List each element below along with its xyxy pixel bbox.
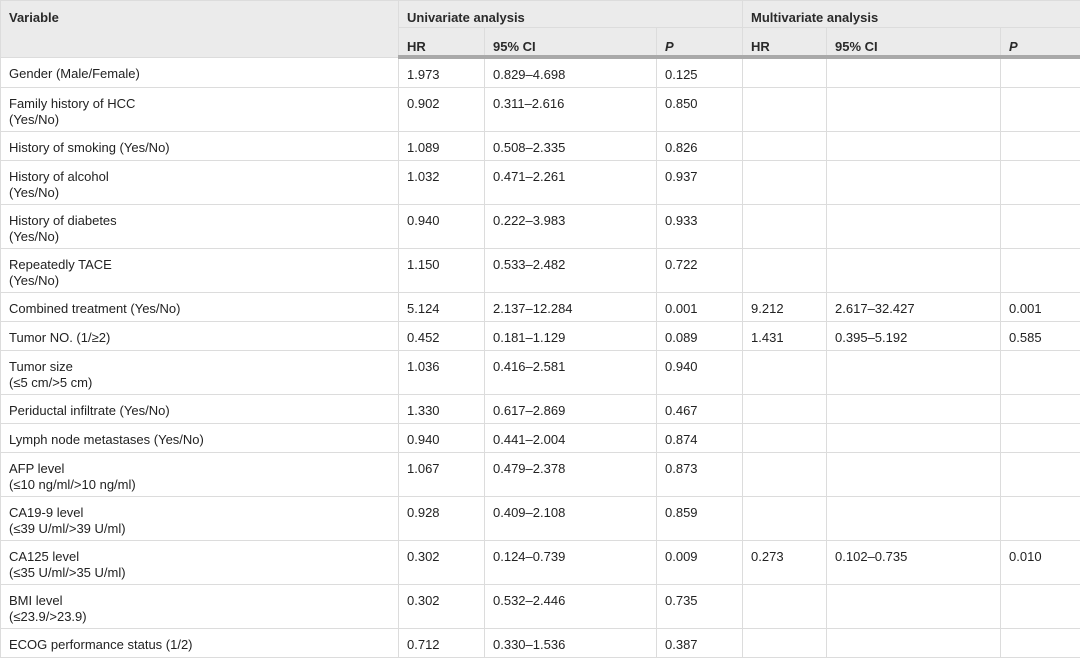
multivariate-ci-cell <box>827 249 1001 293</box>
table-row <box>1 88 1080 132</box>
multivariate-ci-cell <box>827 132 1001 161</box>
univariate-ci-cell: 0.441–2.004 <box>485 424 657 453</box>
variable-name: BMI level <box>9 593 390 609</box>
table-row <box>1 424 1080 453</box>
univariate-hr-cell: 1.036 <box>399 351 485 395</box>
univariate-ci-cell: 0.508–2.335 <box>485 132 657 161</box>
multivariate-hr-cell <box>743 453 827 497</box>
table-header <box>1 1 1080 58</box>
table-row <box>1 161 1080 205</box>
univariate-ci-cell: 0.330–1.536 <box>485 629 657 658</box>
univariate-p-cell: 0.125 <box>657 57 743 88</box>
multivariate-p-header: P <box>1001 28 1080 58</box>
multivariate-p-cell <box>1001 57 1080 88</box>
variable-cell <box>1 541 399 585</box>
multivariate-p-cell <box>1001 205 1080 249</box>
univariate-hr-cell: 1.330 <box>399 395 485 424</box>
univariate-p-cell: 0.873 <box>657 453 743 497</box>
variable-name: CA125 level <box>9 549 390 565</box>
univariate-p-cell: 0.001 <box>657 293 743 322</box>
univariate-ci-cell: 0.311–2.616 <box>485 88 657 132</box>
table-row <box>1 541 1080 585</box>
table-row <box>1 57 1080 88</box>
variable-detail: (≤35 U/ml/>35 U/ml) <box>9 565 390 581</box>
univariate-hr-cell: 1.973 <box>399 57 485 88</box>
univariate-hr-cell: 0.302 <box>399 585 485 629</box>
variable-detail: (Yes/No) <box>9 112 390 128</box>
univariate-hr-header: HR <box>399 28 485 58</box>
univariate-p-cell: 0.467 <box>657 395 743 424</box>
multivariate-hr-header: HR <box>743 28 827 58</box>
multivariate-p-cell: 0.010 <box>1001 541 1080 585</box>
multivariate-hr-cell <box>743 629 827 658</box>
multivariate-ci-cell <box>827 88 1001 132</box>
table-row <box>1 585 1080 629</box>
univariate-hr-cell: 1.067 <box>399 453 485 497</box>
variable-detail: (≤23.9/>23.9) <box>9 609 390 625</box>
multivariate-ci-cell <box>827 497 1001 541</box>
multivariate-hr-cell <box>743 205 827 249</box>
variable-cell <box>1 629 399 658</box>
multivariate-p-cell <box>1001 88 1080 132</box>
variable-cell <box>1 351 399 395</box>
multivariate-ci-cell: 0.395–5.192 <box>827 322 1001 351</box>
variable-cell <box>1 132 399 161</box>
variable-name: Family history of HCC <box>9 96 390 112</box>
multivariate-p-cell: 0.585 <box>1001 322 1080 351</box>
multivariate-ci-cell <box>827 205 1001 249</box>
multivariate-hr-cell: 0.273 <box>743 541 827 585</box>
univariate-p-cell: 0.089 <box>657 322 743 351</box>
variable-cell <box>1 585 399 629</box>
multivariate-ci-header: 95% CI <box>827 28 1001 58</box>
variable-detail: (Yes/No) <box>9 273 390 289</box>
multivariate-hr-cell: 1.431 <box>743 322 827 351</box>
table-row <box>1 351 1080 395</box>
univariate-ci-header: 95% CI <box>485 28 657 58</box>
univariate-p-cell: 0.874 <box>657 424 743 453</box>
table-row <box>1 293 1080 322</box>
variable-cell <box>1 161 399 205</box>
univariate-p-cell: 0.826 <box>657 132 743 161</box>
univariate-hr-cell: 0.712 <box>399 629 485 658</box>
multivariate-hr-cell <box>743 88 827 132</box>
multivariate-hr-cell <box>743 395 827 424</box>
variable-detail: (≤10 ng/ml/>10 ng/ml) <box>9 477 390 493</box>
multivariate-group-header: Multivariate analysis <box>743 1 1080 28</box>
univariate-hr-cell: 1.150 <box>399 249 485 293</box>
univariate-p-header: P <box>657 28 743 58</box>
univariate-group-header: Univariate analysis <box>399 1 743 28</box>
variable-cell <box>1 395 399 424</box>
univariate-ci-cell: 0.533–2.482 <box>485 249 657 293</box>
table-row <box>1 395 1080 424</box>
table-row <box>1 629 1080 658</box>
univariate-ci-cell: 0.416–2.581 <box>485 351 657 395</box>
multivariate-p-cell: 0.001 <box>1001 293 1080 322</box>
variable-cell <box>1 293 399 322</box>
variable-cell <box>1 497 399 541</box>
univariate-p-cell: 0.940 <box>657 351 743 395</box>
table-row <box>1 249 1080 293</box>
univariate-p-cell: 0.722 <box>657 249 743 293</box>
multivariate-ci-cell <box>827 585 1001 629</box>
univariate-hr-cell: 1.032 <box>399 161 485 205</box>
variable-name: Tumor size <box>9 359 390 375</box>
multivariate-hr-cell <box>743 57 827 88</box>
variable-cell <box>1 88 399 132</box>
multivariate-ci-cell <box>827 395 1001 424</box>
variable-detail: (Yes/No) <box>9 229 390 245</box>
multivariate-ci-cell <box>827 57 1001 88</box>
multivariate-hr-cell <box>743 585 827 629</box>
variable-name: Repeatedly TACE <box>9 257 390 273</box>
multivariate-ci-cell <box>827 453 1001 497</box>
univariate-p-cell: 0.387 <box>657 629 743 658</box>
variable-cell <box>1 322 399 351</box>
multivariate-p-cell <box>1001 424 1080 453</box>
multivariate-p-cell <box>1001 497 1080 541</box>
multivariate-p-cell <box>1001 161 1080 205</box>
univariate-p-cell: 0.859 <box>657 497 743 541</box>
variable-name: History of smoking (Yes/No) <box>9 140 390 156</box>
variable-name: Gender (Male/Female) <box>9 66 390 82</box>
multivariate-ci-cell: 2.617–32.427 <box>827 293 1001 322</box>
multivariate-ci-cell <box>827 629 1001 658</box>
multivariate-hr-cell <box>743 161 827 205</box>
variable-cell <box>1 424 399 453</box>
variable-detail: (≤5 cm/>5 cm) <box>9 375 390 391</box>
univariate-ci-cell: 0.124–0.739 <box>485 541 657 585</box>
multivariate-hr-cell <box>743 497 827 541</box>
multivariate-p-cell <box>1001 249 1080 293</box>
univariate-p-cell: 0.735 <box>657 585 743 629</box>
variable-name: History of alcohol <box>9 169 390 185</box>
table-row <box>1 453 1080 497</box>
univariate-p-cell: 0.850 <box>657 88 743 132</box>
multivariate-p-cell <box>1001 585 1080 629</box>
multivariate-p-cell <box>1001 629 1080 658</box>
multivariate-hr-cell <box>743 351 827 395</box>
multivariate-p-cell <box>1001 132 1080 161</box>
variable-name: Combined treatment (Yes/No) <box>9 301 390 317</box>
variable-header: Variable <box>1 1 399 58</box>
univariate-ci-cell: 0.409–2.108 <box>485 497 657 541</box>
univariate-p-cell: 0.933 <box>657 205 743 249</box>
multivariate-hr-cell <box>743 249 827 293</box>
multivariate-hr-cell <box>743 132 827 161</box>
univariate-hr-cell: 0.452 <box>399 322 485 351</box>
univariate-ci-cell: 0.479–2.378 <box>485 453 657 497</box>
variable-detail: (≤39 U/ml/>39 U/ml) <box>9 521 390 537</box>
multivariate-ci-cell <box>827 161 1001 205</box>
multivariate-ci-cell: 0.102–0.735 <box>827 541 1001 585</box>
univariate-ci-cell: 0.532–2.446 <box>485 585 657 629</box>
univariate-ci-cell: 0.617–2.869 <box>485 395 657 424</box>
multivariate-hr-cell: 9.212 <box>743 293 827 322</box>
variable-name: Tumor NO. (1/≥2) <box>9 330 390 346</box>
univariate-ci-cell: 0.471–2.261 <box>485 161 657 205</box>
univariate-ci-cell: 0.222–3.983 <box>485 205 657 249</box>
variable-name: CA19-9 level <box>9 505 390 521</box>
variable-cell <box>1 57 399 88</box>
variable-name: Periductal infiltrate (Yes/No) <box>9 403 390 419</box>
univariate-hr-cell: 0.940 <box>399 205 485 249</box>
table-row <box>1 322 1080 351</box>
univariate-hr-cell: 0.302 <box>399 541 485 585</box>
table-row <box>1 497 1080 541</box>
table-body <box>1 57 1080 658</box>
variable-detail: (Yes/No) <box>9 185 390 201</box>
univariate-hr-cell: 1.089 <box>399 132 485 161</box>
table-row <box>1 205 1080 249</box>
univariate-hr-cell: 0.902 <box>399 88 485 132</box>
variable-name: ECOG performance status (1/2) <box>9 637 390 653</box>
multivariate-p-cell <box>1001 395 1080 424</box>
variable-name: Lymph node metastases (Yes/No) <box>9 432 390 448</box>
multivariate-ci-cell <box>827 424 1001 453</box>
variable-name: AFP level <box>9 461 390 477</box>
multivariate-ci-cell <box>827 351 1001 395</box>
variable-name: History of diabetes <box>9 213 390 229</box>
multivariate-p-cell <box>1001 453 1080 497</box>
univariate-hr-cell: 5.124 <box>399 293 485 322</box>
header-row-groups <box>1 1 1080 28</box>
variable-cell <box>1 453 399 497</box>
table-row <box>1 132 1080 161</box>
multivariate-p-cell <box>1001 351 1080 395</box>
variable-cell <box>1 205 399 249</box>
variable-cell <box>1 249 399 293</box>
univariate-p-cell: 0.009 <box>657 541 743 585</box>
multivariate-hr-cell <box>743 424 827 453</box>
univariate-ci-cell: 0.181–1.129 <box>485 322 657 351</box>
univariate-hr-cell: 0.940 <box>399 424 485 453</box>
univariate-ci-cell: 0.829–4.698 <box>485 57 657 88</box>
univariate-p-cell: 0.937 <box>657 161 743 205</box>
univariate-hr-cell: 0.928 <box>399 497 485 541</box>
univariate-ci-cell: 2.137–12.284 <box>485 293 657 322</box>
